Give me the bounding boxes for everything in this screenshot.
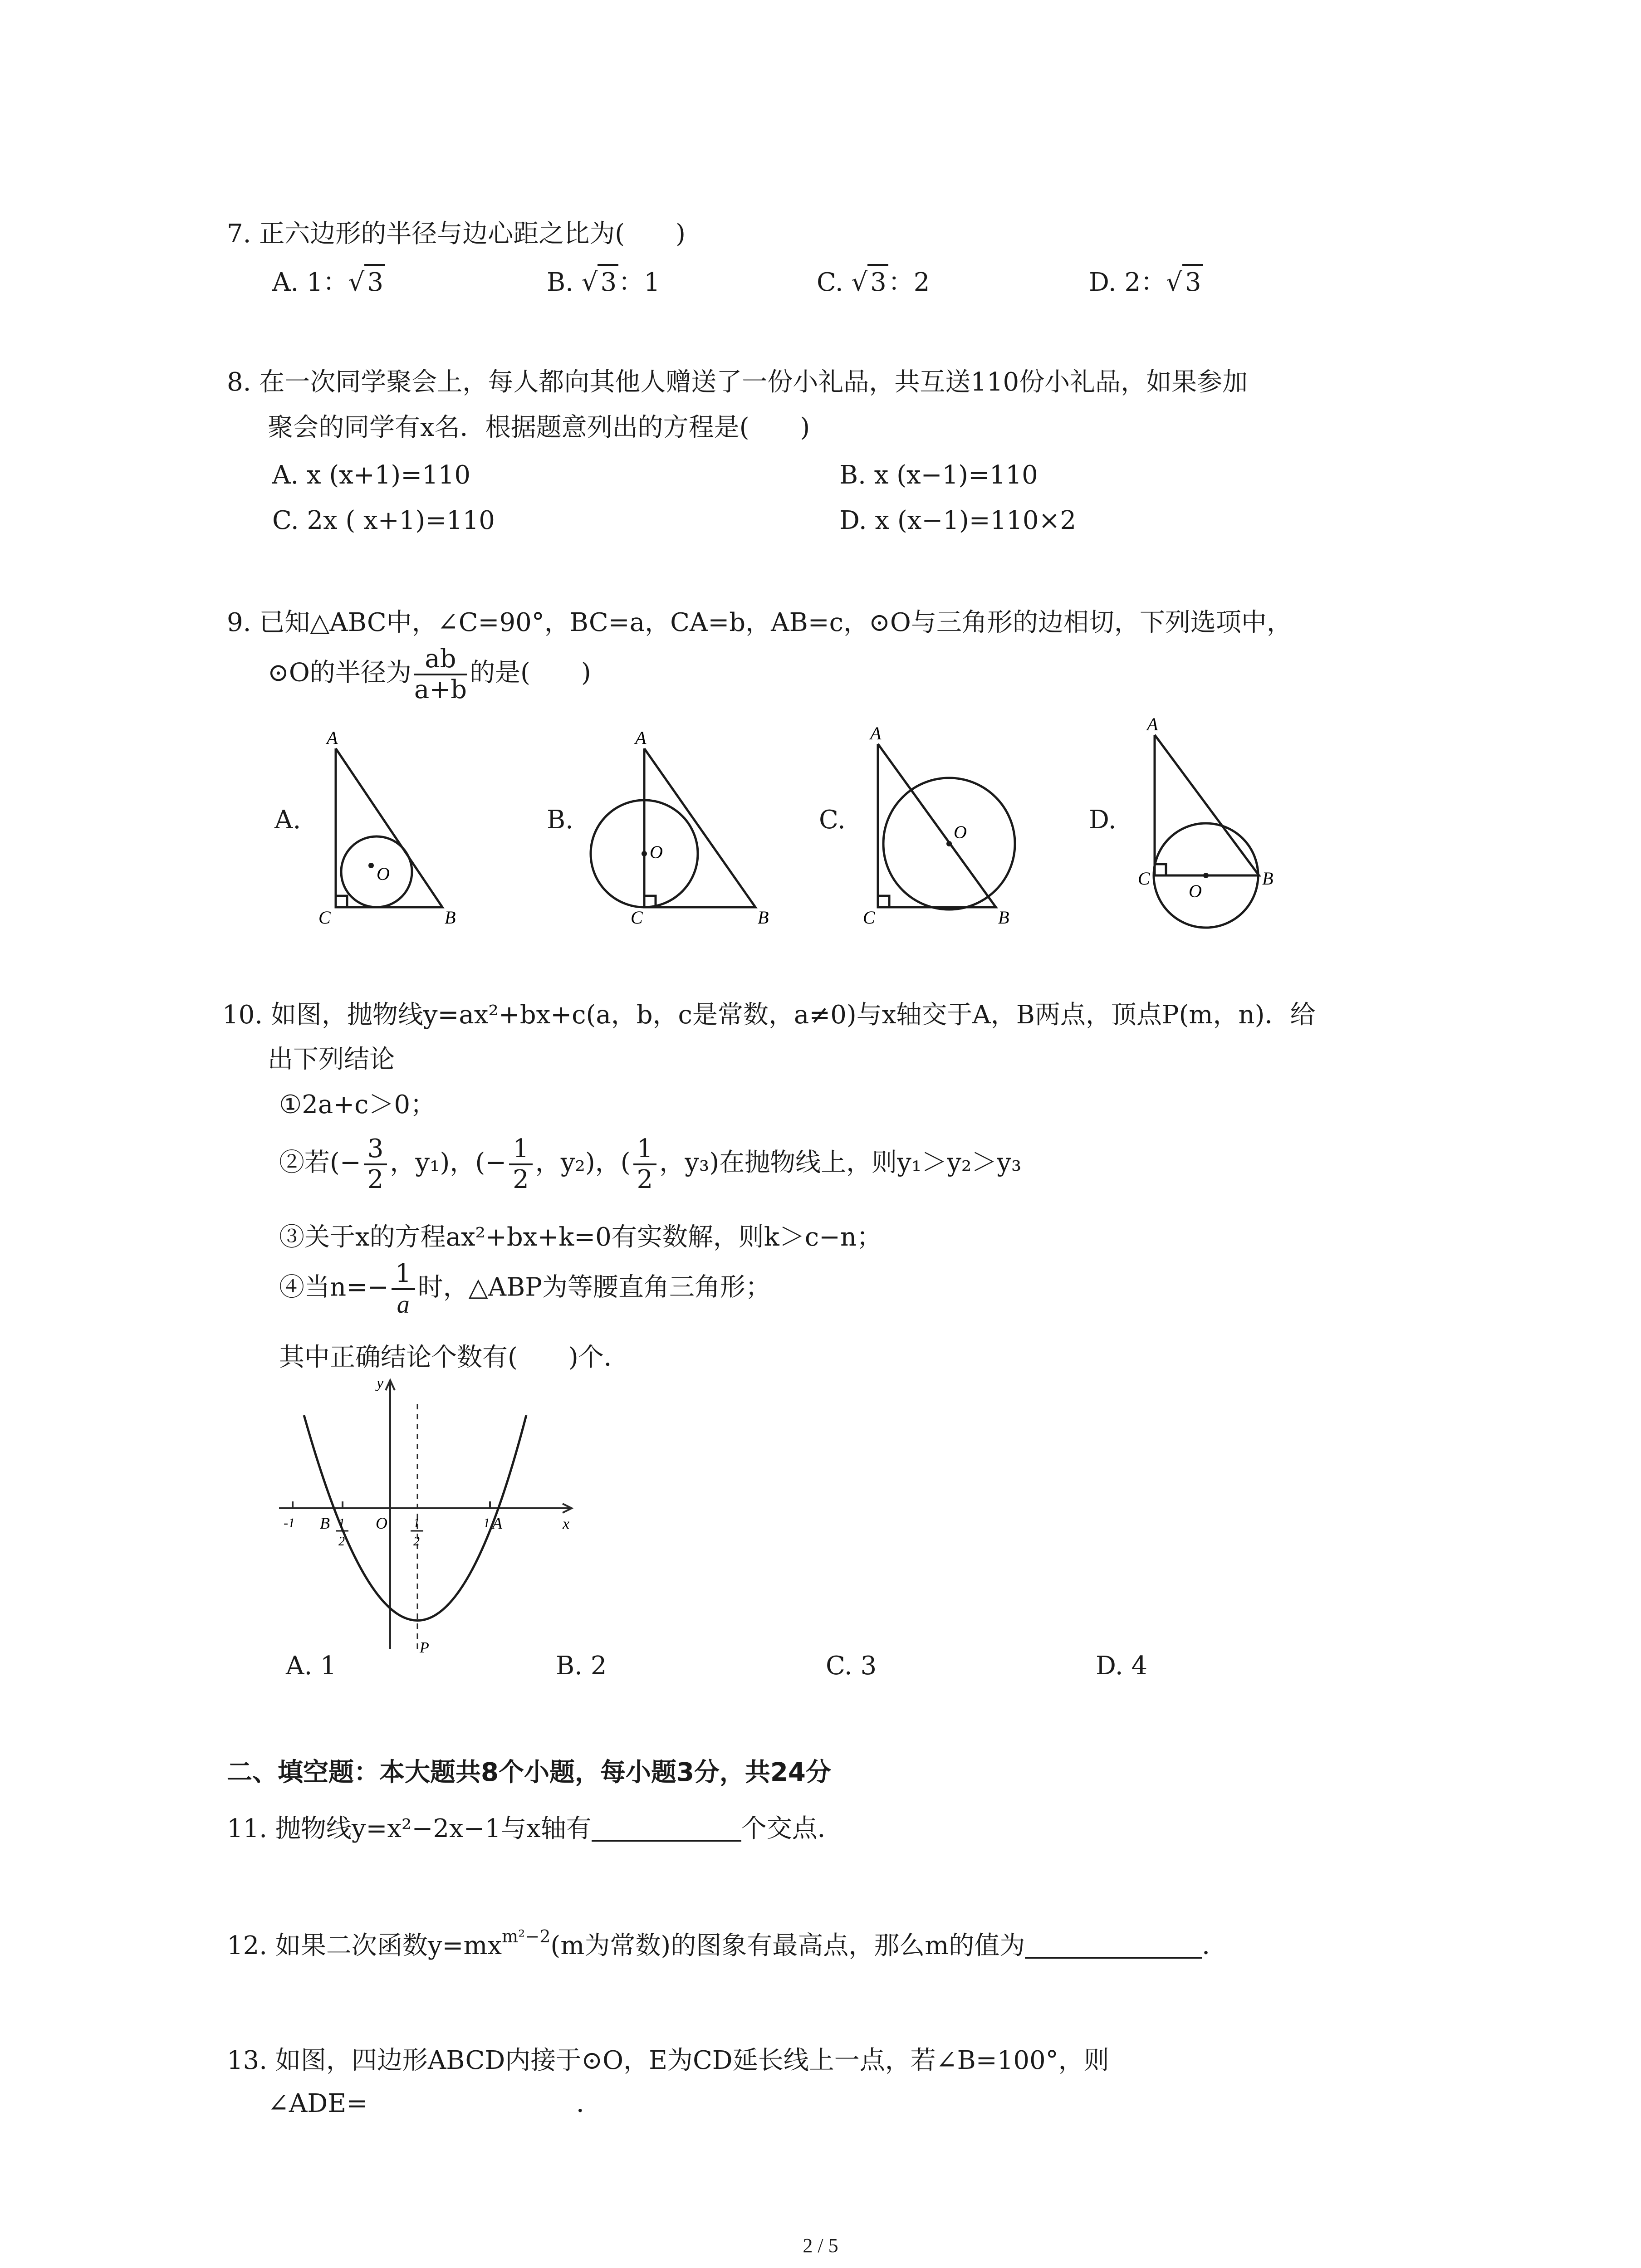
q12-line: 12. 如果二次函数$y=mx^{m^2-2}(m$为常数)的图象有最高点，那么m的值为 ． — [227, 1926, 1228, 1960]
q7-option-d: D. 2：√ 3 — [1089, 270, 1203, 295]
q9-option-d-label: D. — [1089, 805, 1117, 835]
q9-radius-fraction: $\frac{ab}{a+b}$ — [414, 644, 467, 704]
q10-option-d: D. 4 — [1096, 1651, 1148, 1681]
q7-option-c: C. √ 3：2 — [817, 270, 930, 295]
graph-tick-1: 1 — [483, 1515, 490, 1530]
page-number: 2 / 5 — [803, 2234, 838, 2257]
q8-option-c: C. 2x ( x+1)=110 — [272, 506, 495, 535]
svg-text:2: 2 — [338, 1535, 345, 1549]
svg-text:C: C — [1138, 868, 1150, 889]
q12-answer-blank[interactable] — [1025, 1931, 1202, 1959]
q9-figure-a — [313, 726, 463, 925]
q9-stem-line2: ⊙O的半径为 $\frac{ab}{a+b}$ 的是( ) — [268, 644, 591, 704]
q8-stem-line1: 8. 在一次同学聚会上，每人都向其他人赠送了一份小礼品，共互送110份小礼品，如果参加 — [227, 367, 1248, 397]
graph-tick-neg1: -1 — [284, 1515, 295, 1530]
svg-text:A: A — [870, 723, 882, 743]
svg-text:C: C — [631, 907, 643, 925]
svg-text:1: 1 — [413, 1516, 420, 1530]
q7-option-b: B. √ 3：1 — [547, 270, 660, 295]
q10-option-a: A. 1 — [286, 1651, 337, 1681]
q10-conclusion-3: ③关于x的方程ax²+bx+k=0有实数解，则k＞c−n； — [279, 1222, 882, 1252]
q9-figure-b — [585, 726, 780, 925]
graph-label-p: P — [420, 1639, 429, 1656]
svg-text:B: B — [1262, 868, 1274, 889]
section-2-heading: 二、填空题：本大题共8个小题，每小题3分，共24分 — [227, 1758, 831, 1787]
q11-answer-blank[interactable] — [592, 1814, 741, 1842]
q8-stem-line2: 聚会的同学有x名．根据题意列出的方程是( ) — [268, 413, 810, 442]
q7-option-a: A. 1：√ 3 — [272, 270, 385, 295]
svg-text:1: 1 — [338, 1516, 345, 1530]
q13-line1: 13. 如图，四边形ABCD内接于⊙O，E为CD延长线上一点，若∠B=100°，则 — [227, 2046, 1109, 2075]
q10-conclusion-2: ②若(− $\frac{3}{2}$ ，y₁)，(− $\frac{1}{2}$ ，y₂)，( $\frac{1}{2}$ ，y₃)在抛物线上，则y₁＞y₂＞y₃ — [279, 1134, 1022, 1194]
q10-conclusion-1: ①2a+c＞0； — [279, 1090, 436, 1119]
q8-option-b: B. x (x−1)=110 — [839, 460, 1038, 490]
q9-figure-c — [853, 721, 1034, 925]
q10-option-c: C. 3 — [826, 1651, 877, 1681]
svg-text:B: B — [758, 907, 769, 925]
q10-stem-line1: 10. 如图，抛物线y=ax²+bx+c(a，b，c是常数，a≠0)与x轴交于A，B两点，顶点P(m，n)．给 — [222, 1000, 1316, 1030]
q8-option-a: A. x (x+1)=110 — [272, 460, 471, 490]
q9-stem-line1: 9. 已知△ABC中，∠C=90°，BC=a，CA=b，AB=c，⊙O与三角形的边相切，下列选项中， — [227, 608, 1292, 637]
svg-text:A: A — [635, 728, 647, 748]
q13-line2: ∠ADE= ． — [268, 2089, 602, 2118]
q10-parabola-graph — [272, 1372, 585, 1662]
svg-text:C: C — [863, 907, 875, 925]
graph-label-x: x — [563, 1515, 570, 1532]
svg-text:O: O — [1189, 881, 1202, 901]
svg-text:2: 2 — [413, 1535, 420, 1549]
figure-label-b: B — [445, 907, 456, 925]
q7-stem: 7. 正六边形的半径与边心距之比为( ) — [227, 219, 686, 249]
graph-label-a: A — [492, 1514, 502, 1532]
figure-label-c: C — [318, 907, 331, 925]
graph-label-o: O — [376, 1514, 387, 1532]
q8-option-d: D. x (x−1)=110×2 — [839, 506, 1077, 535]
q10-stem-line2: 出下列结论 — [268, 1045, 395, 1074]
svg-text:B: B — [998, 907, 1009, 925]
figure-label-a: A — [327, 728, 338, 748]
q10-question: 其中正确结论个数有( )个． — [279, 1343, 629, 1372]
q10-option-b: B. 2 — [556, 1651, 607, 1681]
svg-text:O: O — [954, 822, 967, 842]
graph-label-b: B — [320, 1514, 330, 1532]
q9-option-b-label: B. — [547, 805, 573, 835]
figure-label-o: O — [377, 864, 390, 884]
q9-option-a-label: A. — [274, 805, 301, 835]
graph-label-y: y — [377, 1375, 384, 1392]
q10-conclusion-4: ④当n=− $\frac{1}{a}$ 时，△ABP为等腰直角三角形； — [279, 1259, 771, 1319]
q9-figure-d — [1130, 712, 1311, 943]
q9-option-c-label: C. — [819, 805, 846, 835]
svg-text:A: A — [1147, 714, 1158, 734]
q11-line: 11. 抛物线y=x²−2x−1与x轴有 个交点． — [227, 1814, 843, 1843]
svg-text:O: O — [650, 842, 663, 862]
